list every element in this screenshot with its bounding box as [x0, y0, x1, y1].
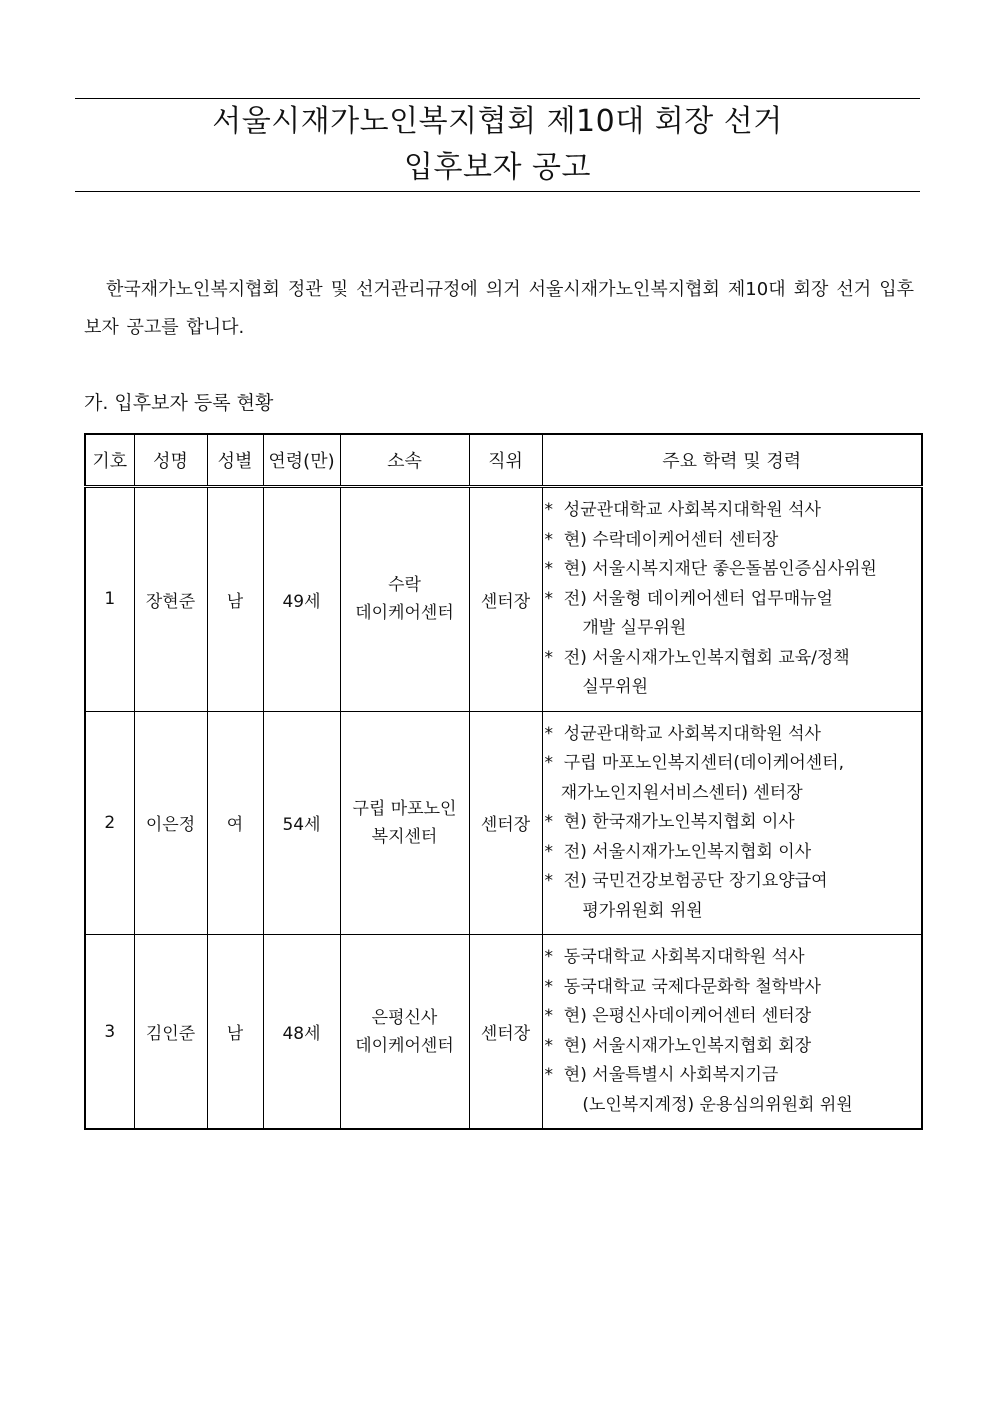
- career-item: 평가위원회 위원: [544, 900, 703, 921]
- career-item: * 현) 서울시재가노인복지협회 회장: [544, 1035, 812, 1056]
- cell-age: 54세: [263, 711, 340, 935]
- career-item: * 전) 서울시재가노인복지협회 이사: [544, 841, 812, 862]
- cell-affiliation: [340, 487, 469, 712]
- affiliation-line-1: 구립 마포노인: [352, 798, 457, 819]
- cell-career: [542, 935, 922, 1130]
- career-item: 개발 실무위원: [544, 618, 687, 638]
- career-item: 실무위원: [544, 677, 649, 697]
- candidates-table: [84, 433, 923, 1130]
- document-title: [75, 98, 920, 192]
- header-affiliation: 소속: [340, 434, 469, 487]
- career-list: [545, 943, 920, 1120]
- cell-position: 센터장: [469, 711, 542, 935]
- cell-gender: 남: [207, 935, 263, 1130]
- table-row: [85, 711, 922, 935]
- cell-gender: 여: [207, 711, 263, 935]
- career-item: * 동국대학교 국제다문화학 철학박사: [544, 976, 821, 997]
- career-list: [545, 720, 920, 927]
- header-name: 성명: [134, 434, 207, 487]
- affiliation-line-1: 수락: [388, 575, 421, 596]
- career-item: * 성균관대학교 사회복지대학원 석사: [544, 500, 821, 520]
- career-item: * 구립 마포노인복지센터(데이케어센터,: [544, 753, 844, 773]
- header-career: 주요 학력 및 경력: [542, 434, 922, 487]
- career-list: [545, 496, 920, 703]
- header-gender: 성별: [207, 434, 263, 487]
- cell-name: 김인준: [134, 935, 207, 1130]
- table-row: [85, 487, 922, 712]
- cell-position: 센터장: [469, 487, 542, 712]
- cell-affiliation: [340, 935, 469, 1130]
- career-item: * 현) 은평신사데이케어센터 센터장: [544, 1006, 812, 1026]
- career-item: * 성균관대학교 사회복지대학원 석사: [544, 723, 821, 744]
- affiliation-line-2: 복지센터: [371, 826, 438, 847]
- career-item: * 현) 서울특별시 사회복지기금: [544, 1065, 779, 1085]
- affiliation-line-2: 데이케어센터: [355, 603, 454, 624]
- career-item: * 현) 한국재가노인복지협회 이사: [544, 812, 795, 832]
- career-item: * 전) 서울시재가노인복지협회 교육/정책: [544, 647, 850, 668]
- intro-paragraph: 한국재가노인복지협회 정관 및 선거관리규정에 의거 서울시재가노인복지협회 제10대 회장 선거 입후보자 공고를 합니다.: [84, 279, 914, 338]
- cell-name: 이은정: [134, 711, 207, 935]
- career-item: * 현) 수락데이케어센터 센터장: [544, 529, 779, 550]
- cell-gender: 남: [207, 487, 263, 712]
- affiliation-line-1: 은평신사: [371, 1007, 438, 1028]
- career-item: * 전) 국민건강보험공단 장기요양급여: [544, 871, 828, 891]
- cell-age: 48세: [263, 935, 340, 1130]
- header-position: 직위: [469, 434, 542, 487]
- header-no: 기호: [85, 434, 134, 487]
- cell-career: [542, 711, 922, 935]
- cell-affiliation: [340, 711, 469, 935]
- cell-name: 장현준: [134, 487, 207, 712]
- cell-no: 2: [85, 711, 134, 935]
- section-heading: 가. 입후보자 등록 현황: [84, 392, 274, 414]
- cell-no: 3: [85, 935, 134, 1130]
- affiliation-line-2: 데이케어센터: [355, 1035, 454, 1056]
- header-row: [85, 434, 922, 487]
- career-item: * 동국대학교 사회복지대학원 석사: [544, 947, 805, 967]
- career-item: 재가노인지원서비스센터) 센터장: [544, 782, 803, 803]
- title-line-2: 입후보자 공고: [404, 150, 591, 185]
- title-line-1: 서울시재가노인복지협회 제10대 회장 선거: [212, 104, 783, 139]
- table-row: [85, 935, 922, 1130]
- header-age: 연령(만): [263, 434, 340, 487]
- cell-age: 49세: [263, 487, 340, 712]
- cell-career: [542, 487, 922, 712]
- cell-no: 1: [85, 487, 134, 712]
- cell-position: 센터장: [469, 935, 542, 1130]
- career-item: * 전) 서울형 데이케어센터 업무매뉴얼: [544, 588, 833, 609]
- career-item: * 현) 서울시복지재단 좋은돌봄인증심사위원: [544, 559, 877, 579]
- career-item: (노인복지계정) 운용심의위원회 위원: [544, 1094, 853, 1115]
